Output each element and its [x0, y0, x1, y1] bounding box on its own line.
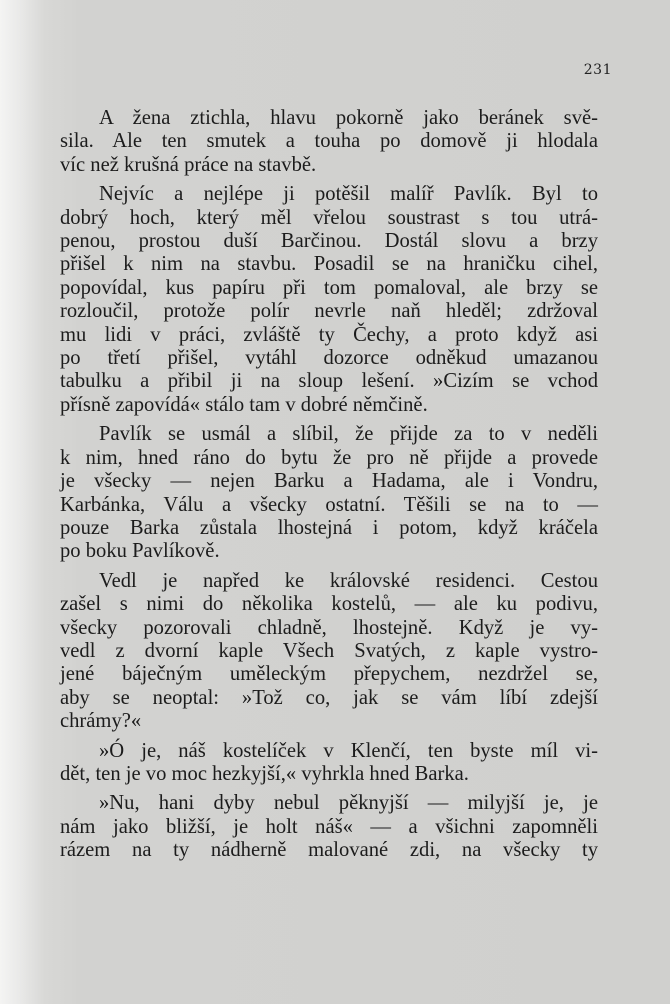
text-line: přísně zapovídá« stálo tam v dobré němčině.	[60, 393, 428, 416]
text-line: »Ó je, náš kostelíček v Klenčí, ten byste míl vi-	[99, 739, 598, 762]
text-line: tabulku a přibil ji na sloup lešení. »Cizím se vchod	[60, 370, 598, 393]
text-line: nám jako bližší, je holt náš« — a všichni zapomněli	[60, 815, 598, 838]
text-line: A žena ztichla, hlavu pokorně jako beránek svě-	[99, 107, 598, 129]
text-line: penou, prostou duší Barčinou. Dostál slovu a brzy	[60, 230, 598, 253]
text-line: Nejvíc a nejlépe ji potěšil malíř Pavlík. Byl to	[99, 183, 598, 206]
paragraph-4	[60, 570, 598, 734]
text-line: Vedl je napřed ke královské residenci. Cestou	[99, 569, 598, 592]
text-line: víc než krušná práce na stavbě.	[60, 153, 317, 176]
text-line: popovídal, kus papíru při tom pomaloval, ale brzy se	[60, 276, 598, 299]
text-line: jené báječným uměleckým přepychem, nezdržel se,	[60, 663, 598, 686]
text-line: pouze Barka zůstala lhostejná i potom, když kráčela	[60, 516, 598, 539]
text-line: zašel s nimi do několika kostelů, — ale ku podivu,	[60, 593, 598, 616]
text-line: sila. Ale ten smutek a touha po domově ji hlodala	[60, 130, 598, 153]
text-line: dobrý hoch, který měl vřelou soustrast s tou utrá-	[60, 206, 598, 229]
text-line: aby se neoptal: »Tož co, jak se vám líbí zdejší	[60, 686, 598, 709]
text-line: všecky pozorovali chladně, lhostejně. Když je vy-	[60, 616, 598, 639]
text-line: rozloučil, protože polír nevrle naň hleděl; zdržoval	[60, 300, 598, 323]
text-line: Pavlík se usmál a slíbil, že přijde za to v neděli	[99, 423, 598, 446]
paragraph-6	[60, 792, 598, 862]
text-line: přišel k nim na stavbu. Posadil se na hraničku cihel,	[60, 253, 598, 276]
paragraph-5	[60, 740, 598, 787]
text-line: vedl z dvorní kaple Všech Svatých, z kaple vystro-	[60, 639, 598, 662]
text-line: po boku Pavlíkově.	[60, 540, 220, 563]
text-line: chrámy?«	[60, 710, 142, 733]
paragraph-3	[60, 423, 598, 563]
text-line: »Nu, hani dyby nebul pěknyjší — milyjší je, je	[99, 792, 598, 815]
text-line: po třetí přišel, vytáhl dozorce odněkud umazanou	[60, 347, 598, 370]
page-number: 231	[583, 62, 612, 78]
text-line: je všecky — nejen Barku a Hadama, ale i Vondru,	[60, 470, 598, 493]
text-line: dět, ten je vo moc hezkyjší,« vyhrkla hned Barka.	[60, 762, 469, 785]
text-line: Karbánka, Válu a všecky ostatní. Těšili se na to —	[60, 493, 598, 516]
text-line: k nim, hned ráno do bytu že pro ně přijde a provede	[60, 446, 598, 469]
body-text	[60, 107, 598, 869]
text-line: rázem na ty nádherně malované zdi, na všecky ty	[60, 839, 598, 862]
paragraph-1	[60, 107, 598, 177]
paragraph-2	[60, 183, 598, 417]
text-line: mu lidi v práci, zvláště ty Čechy, a proto když asi	[60, 323, 598, 346]
